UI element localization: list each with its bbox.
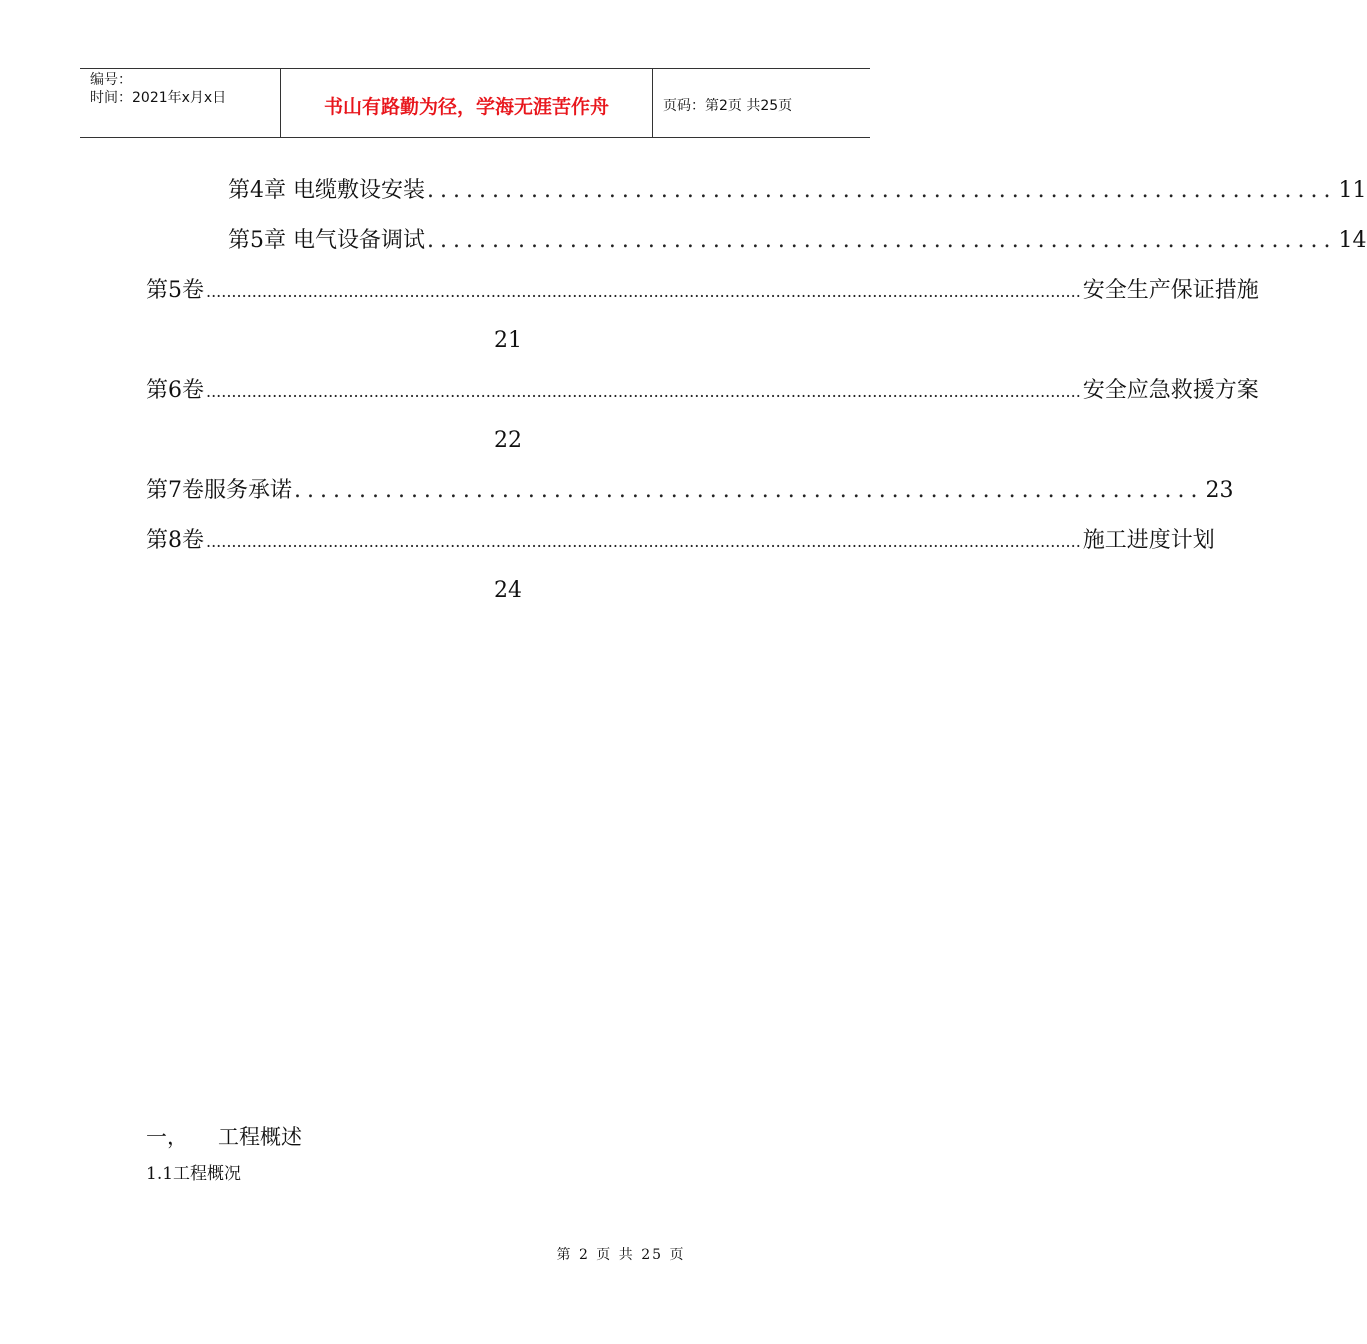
toc-title: 安全生产保证措施	[1082, 278, 1259, 303]
toc-page-number: 14	[1338, 228, 1367, 253]
header-date-label: 时间：2021年x月x日	[90, 90, 227, 106]
toc-entry-volume-7[interactable]	[146, 476, 1234, 506]
toc-entry-chapter-5[interactable]	[228, 226, 1367, 256]
page-header	[80, 68, 870, 138]
section-number: 一，	[146, 1125, 188, 1149]
section-title: 工程概述	[218, 1125, 302, 1149]
toc-leader-dots: ......................................................................	[427, 178, 1337, 203]
toc-label: 第6卷	[146, 378, 204, 403]
toc-leader-dots: ............................................................................................................................................................................	[206, 282, 1081, 301]
toc-page-number: 23	[1205, 478, 1234, 503]
toc-page-number-volume-6: 22	[494, 428, 522, 453]
page-footer: 第 2 页 共 25 页	[556, 1247, 686, 1263]
header-meta-cell	[80, 69, 281, 137]
toc-entry-volume-6[interactable]	[146, 376, 1259, 407]
toc-label: 第7卷服务承诺	[146, 478, 292, 503]
toc-leader-dots: ......................................................................	[427, 228, 1337, 253]
toc-title: 施工进度计划	[1082, 528, 1215, 553]
toc-entry-volume-5[interactable]	[146, 276, 1259, 307]
toc-label: 第5卷	[146, 278, 204, 303]
header-number-label: 编号：	[90, 72, 132, 88]
toc-title: 安全应急救援方案	[1082, 378, 1259, 403]
subsection-heading: 1.1工程概况	[146, 1164, 242, 1184]
toc-entry-volume-8[interactable]	[146, 526, 1215, 557]
section-heading	[146, 1122, 302, 1152]
toc-label: 第8卷	[146, 528, 204, 553]
toc-page-number-volume-5: 21	[494, 328, 522, 353]
toc-leader-dots: ......................................................................	[294, 478, 1204, 503]
toc-leader-dots: ............................................................................................................................................................................	[206, 532, 1081, 551]
toc-label: 第5章 电气设备调试	[228, 228, 425, 253]
toc-page-number-volume-8: 24	[494, 578, 522, 603]
header-motto: 书山有路勤为径，学海无涯苦作舟	[281, 69, 653, 137]
header-page-info: 页码：第2页 共25页	[663, 98, 793, 114]
toc-page-number: 11	[1338, 178, 1367, 203]
toc-label: 第4章 电缆敷设安装	[228, 178, 425, 203]
toc-leader-dots: ............................................................................................................................................................................	[206, 382, 1081, 401]
toc-entry-chapter-4[interactable]	[228, 176, 1367, 206]
